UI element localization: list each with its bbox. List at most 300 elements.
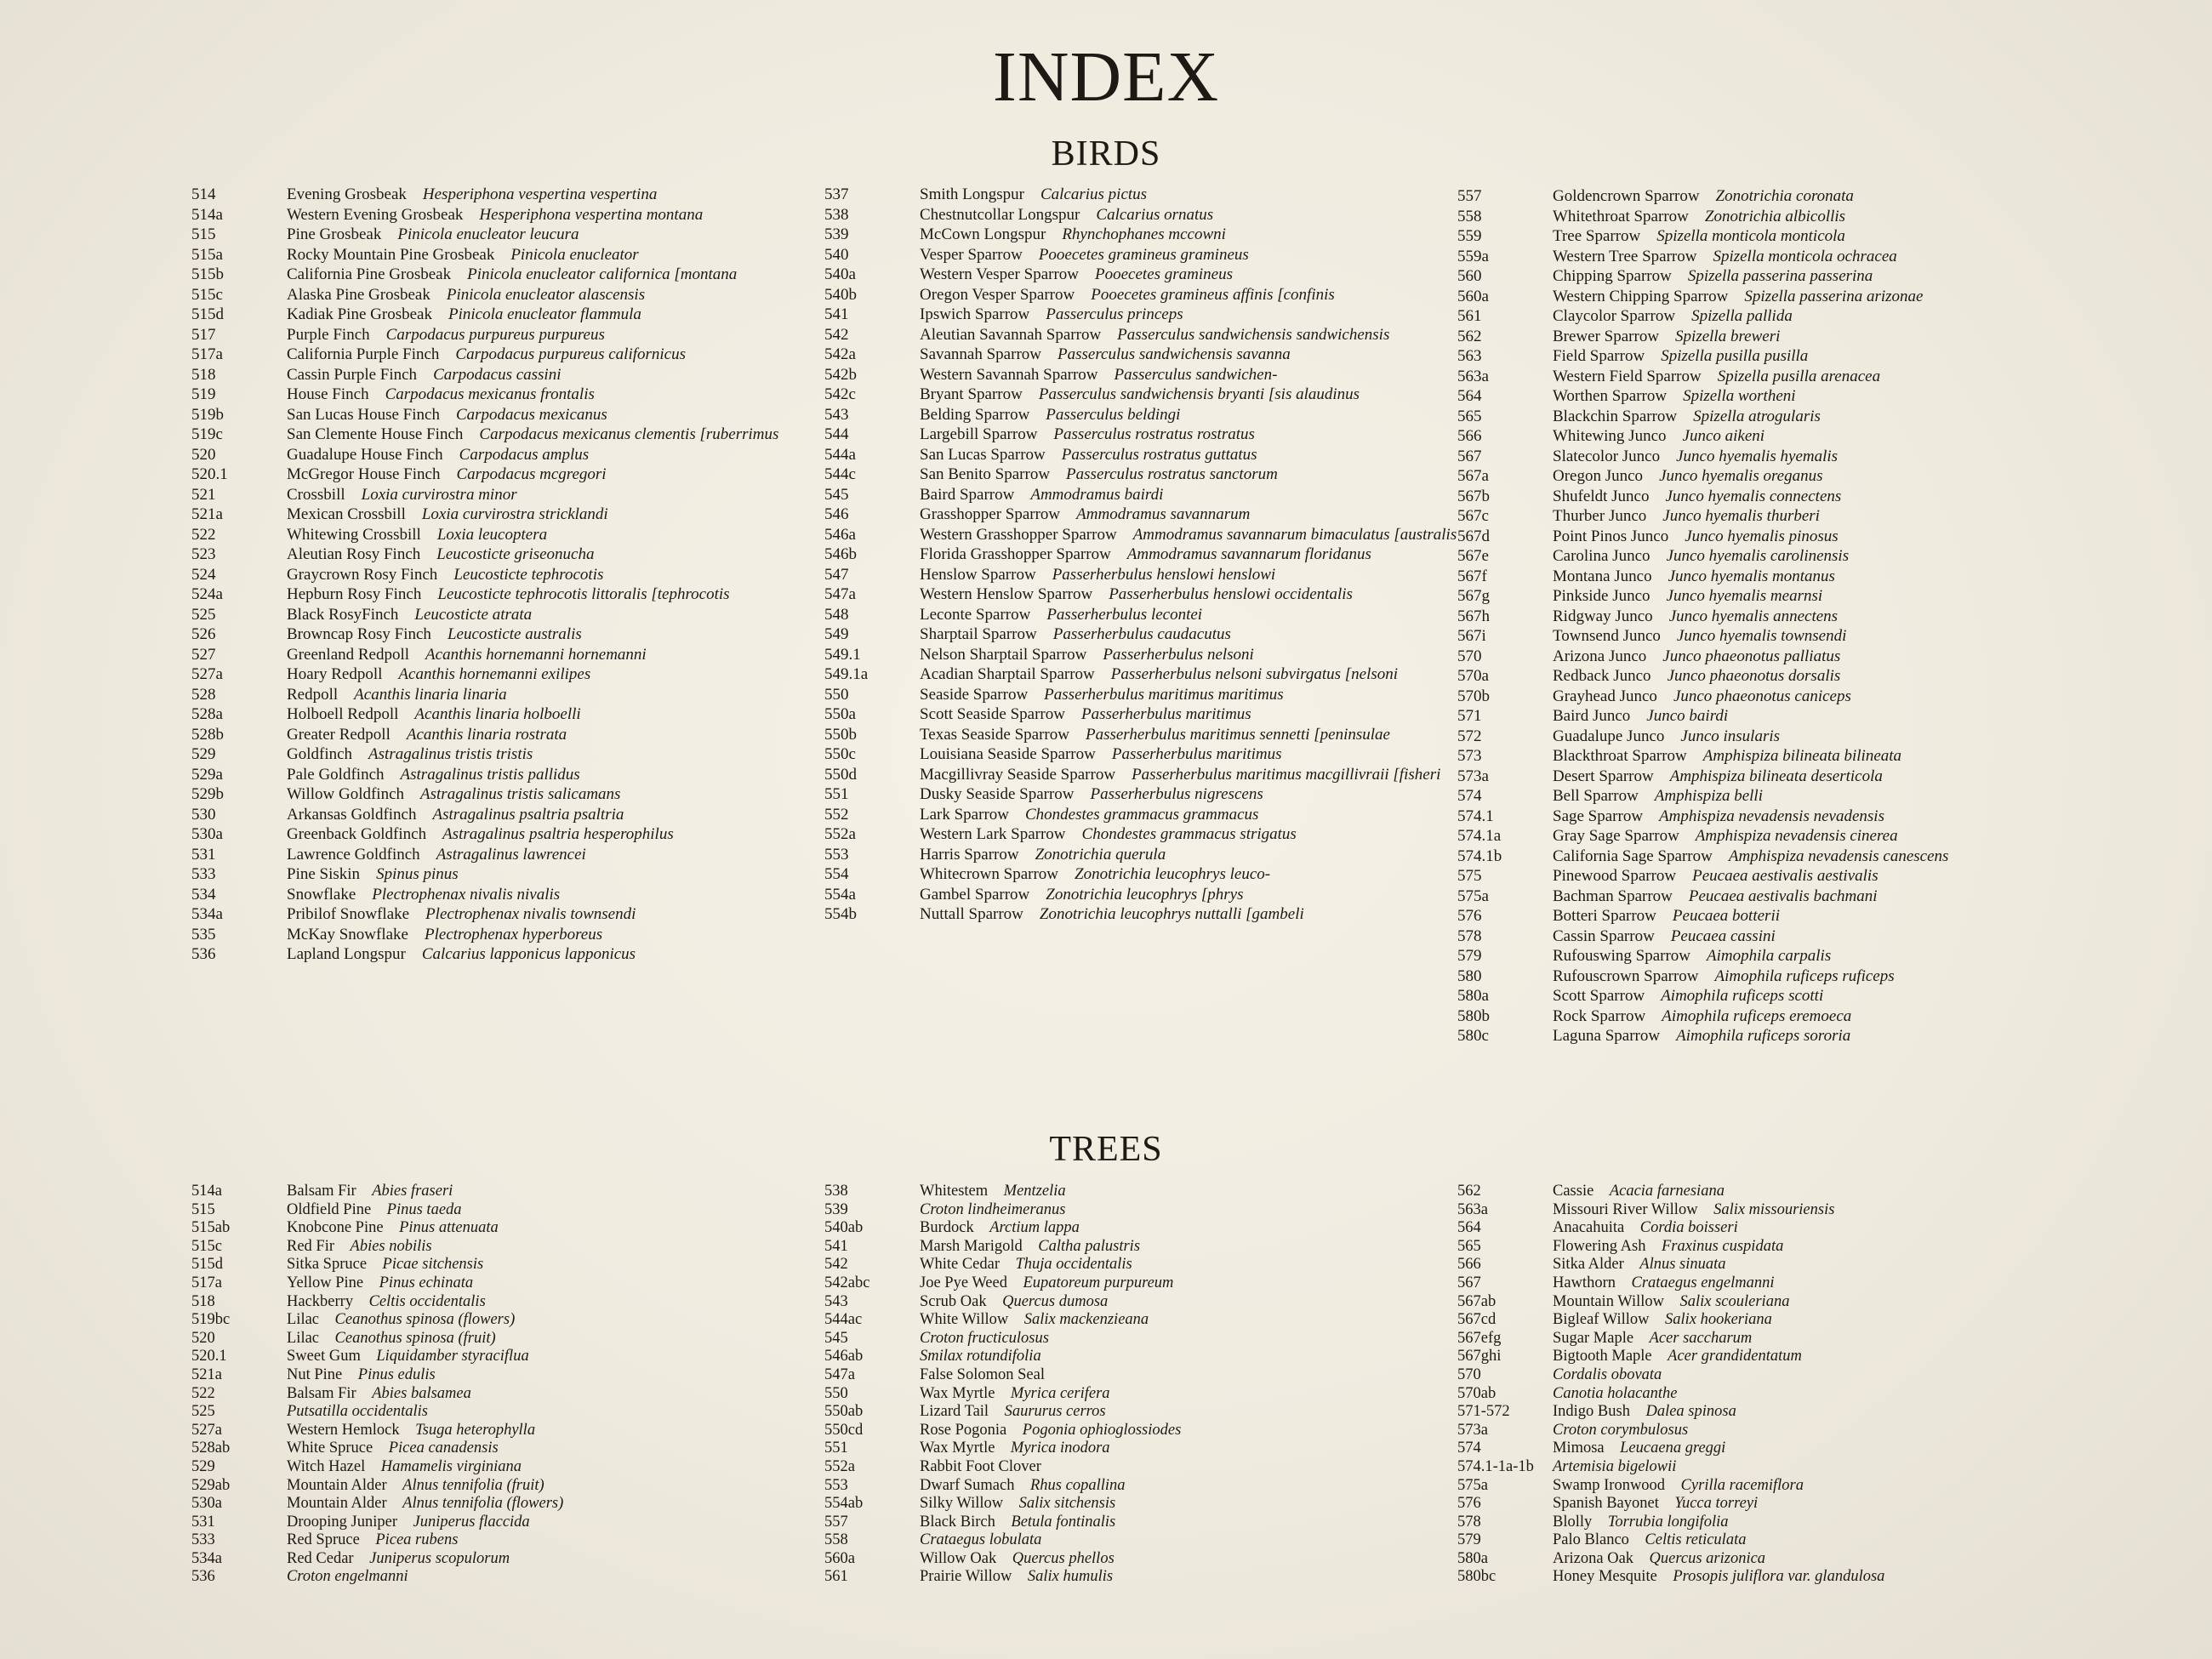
- scientific-name: Carpodacus mexicanus frontalis: [385, 385, 595, 403]
- entry-number: 563: [1457, 347, 1482, 365]
- scientific-name: Loxia curvirostra stricklandi: [421, 505, 608, 523]
- entry-text: [920, 1348, 1471, 1366]
- scientific-name: Tsuga heterophylla: [415, 1421, 536, 1439]
- entry-text: [920, 1293, 1471, 1312]
- bird-index-entry: [191, 625, 838, 644]
- common-name: Western Chipping Sparrow: [1553, 287, 1729, 305]
- tree-index-entry: [1457, 1385, 2104, 1404]
- scientific-name: Salix missouriensis: [1713, 1200, 1835, 1218]
- entry-text: [920, 446, 1471, 465]
- entry-number: 522: [191, 1384, 215, 1402]
- entry-number: 546a: [824, 525, 856, 544]
- common-name: Black Birch: [920, 1513, 995, 1531]
- bird-index-entry: [824, 286, 1471, 305]
- common-name: Cassin Purple Finch: [287, 365, 418, 384]
- scientific-name: Passerherbulus maritimus sennetti [peninsulae: [1085, 725, 1390, 744]
- entry-text: [1553, 1293, 2104, 1312]
- bird-index-entry: [1457, 587, 2104, 606]
- entry-text: [920, 1330, 1471, 1348]
- entry-number: 567ab: [1457, 1292, 1497, 1310]
- common-name: Western Tree Sparrow: [1553, 247, 1697, 265]
- entry-number: 561: [1457, 307, 1482, 325]
- entry-number: 520: [191, 445, 216, 464]
- common-name: Slatecolor Junco: [1553, 447, 1661, 465]
- common-name: Louisiana Seaside Sparrow: [920, 745, 1096, 763]
- entry-number: 576: [1457, 907, 1482, 925]
- tree-index-entry: [1457, 1568, 2104, 1587]
- common-name: Oregon Vesper Sparrow: [920, 285, 1075, 304]
- common-name: Worthen Sparrow: [1553, 387, 1668, 405]
- scientific-name: Junco hyemalis hyemalis: [1676, 447, 1839, 465]
- entry-number: 561: [824, 1568, 848, 1586]
- common-name: Smith Longspur: [920, 185, 1024, 203]
- entry-text: [920, 425, 1471, 444]
- common-name: Purple Finch: [287, 325, 370, 344]
- bird-index-entry: [191, 446, 838, 465]
- entry-number: 567b: [1457, 487, 1490, 505]
- trees-column-2: [824, 1183, 1471, 1587]
- scientific-name: Juniperus scopulorum: [369, 1549, 510, 1567]
- scientific-name: Astragalinus tristis tristis: [368, 745, 533, 763]
- scientific-name: Acanthis linaria linaria: [354, 685, 507, 704]
- bird-index-entry: [191, 825, 838, 844]
- scientific-name: Amphispiza belli: [1654, 787, 1763, 805]
- entry-number: 515d: [191, 1256, 223, 1274]
- entry-text: [287, 846, 838, 864]
- birds-column-3: [1457, 187, 2104, 1047]
- tree-index-entry: [191, 1550, 838, 1569]
- entry-text: [1553, 387, 2104, 406]
- entry-text: [1553, 727, 2104, 746]
- common-name: Rabbit Foot Clover: [920, 1457, 1041, 1475]
- entry-number: 515d: [191, 305, 224, 323]
- entry-number: 574.1b: [1457, 847, 1502, 865]
- entry-text: [1553, 1348, 2104, 1366]
- common-name: Sage Sparrow: [1553, 807, 1644, 825]
- tree-index-entry: [1457, 1183, 2104, 1201]
- entry-text: [287, 465, 838, 484]
- entry-number: 559: [1457, 227, 1482, 245]
- common-name: Rose Pogonia: [920, 1421, 1007, 1439]
- entry-number: 551: [824, 1440, 848, 1457]
- entry-text: [287, 1256, 838, 1274]
- entry-number: 549.1: [824, 645, 861, 664]
- scientific-name: Betula fontinalis: [1011, 1513, 1116, 1531]
- entry-text: [920, 1403, 1471, 1422]
- entry-number: 552: [824, 805, 849, 824]
- tree-index-entry: [1457, 1366, 2104, 1385]
- common-name: Baird Sparrow: [920, 485, 1015, 504]
- tree-index-entry: [1457, 1274, 2104, 1293]
- entry-text: [1553, 507, 2104, 526]
- scientific-name: Astragalinus lawrencei: [436, 845, 586, 864]
- entry-number: 575a: [1457, 1476, 1488, 1494]
- entry-number: 527a: [191, 665, 223, 683]
- scientific-name: Saururus cerros: [1004, 1403, 1106, 1421]
- entry-number: 542: [824, 325, 849, 344]
- scientific-name: Alnus tennifolia (flowers): [402, 1495, 564, 1513]
- entry-number: 523: [191, 545, 216, 563]
- tree-index-entry: [1457, 1458, 2104, 1477]
- entry-text: [287, 265, 838, 284]
- entry-number: 550: [824, 685, 849, 704]
- scientific-name: Ammodramus savannarum floridanus: [1126, 545, 1371, 563]
- entry-number: 558: [1457, 207, 1482, 225]
- entry-text: [1553, 947, 2104, 966]
- scientific-name: Junco hyemalis thurberi: [1662, 507, 1820, 525]
- common-name: Gray Sage Sparrow: [1553, 827, 1679, 845]
- entry-text: [1553, 1274, 2104, 1293]
- entry-text: [287, 425, 838, 444]
- common-name: Goldencrown Sparrow: [1553, 187, 1700, 205]
- scientific-name: Putsatilla occidentalis: [287, 1403, 428, 1421]
- common-name: Greenback Goldfinch: [287, 825, 427, 843]
- entry-text: [920, 606, 1471, 624]
- scientific-name: Passerculus princeps: [1046, 305, 1183, 323]
- scientific-name: Spizella breweri: [1675, 327, 1781, 345]
- common-name: Largebill Sparrow: [920, 425, 1038, 443]
- common-name: Sugar Maple: [1553, 1329, 1634, 1347]
- common-name: Shufeldt Junco: [1553, 487, 1650, 505]
- common-name: Scott Sparrow: [1553, 987, 1645, 1005]
- common-name: Sharptail Sparrow: [920, 625, 1037, 643]
- scientific-name: Chondestes grammacus strigatus: [1081, 825, 1297, 843]
- bird-index-entry: [1457, 947, 2104, 966]
- scientific-name: Zonotrichia leucophrys leuco-: [1075, 865, 1271, 883]
- bird-index-entry: [824, 385, 1471, 404]
- scientific-name: Leucosticte australis: [447, 625, 582, 643]
- bird-index-entry: [191, 526, 838, 544]
- scientific-name: Passerculus rostratus rostratus: [1053, 425, 1255, 443]
- entry-text: [920, 726, 1471, 744]
- bird-index-entry: [191, 185, 838, 204]
- scientific-name: Passerculus rostratus guttatus: [1061, 445, 1257, 464]
- entry-text: [287, 686, 838, 704]
- common-name: Baird Junco: [1553, 707, 1631, 725]
- common-name: Pinewood Sparrow: [1553, 867, 1677, 885]
- bird-index-entry: [824, 326, 1471, 345]
- entry-number: 528b: [191, 725, 224, 744]
- bird-index-entry: [191, 705, 838, 724]
- common-name: Macgillivray Seaside Sparrow: [920, 765, 1116, 784]
- entry-number: 567f: [1457, 567, 1487, 585]
- entry-text: [1553, 187, 2104, 206]
- entry-number: 547a: [824, 585, 856, 603]
- entry-number: 550ab: [824, 1403, 864, 1421]
- entry-number: 530a: [191, 825, 223, 843]
- common-name: Oldfield Pine: [287, 1200, 372, 1218]
- scientific-name: Astragalinus tristis salicamans: [420, 785, 621, 803]
- tree-index-entry: [824, 1330, 1471, 1348]
- entry-text: [287, 726, 838, 744]
- scientific-name: Carpodacus mexicanus: [455, 405, 607, 424]
- entry-text: [1553, 1201, 2104, 1220]
- common-name: Palo Blanco: [1553, 1531, 1629, 1549]
- entry-number: 550a: [824, 705, 856, 723]
- entry-number: 564: [1457, 1219, 1481, 1237]
- scientific-name: Carpodacus mcgregori: [456, 465, 607, 483]
- entry-number: 538: [824, 205, 849, 224]
- scientific-name: Aimophila ruficeps eremoeca: [1662, 1006, 1852, 1025]
- common-name: Drooping Juniper: [287, 1513, 397, 1531]
- bird-index-entry: [191, 286, 838, 305]
- scientific-name: Picea rubens: [375, 1531, 459, 1549]
- common-name: Witch Hazel: [287, 1457, 366, 1475]
- scientific-name: Spizella monticola monticola: [1656, 227, 1845, 245]
- entry-text: [1553, 627, 2104, 646]
- common-name: Sitka Alder: [1553, 1256, 1624, 1274]
- entry-text: [920, 886, 1471, 904]
- scientific-name: Pinus taeda: [386, 1200, 462, 1218]
- scientific-name: Quercus phellos: [1012, 1549, 1115, 1567]
- entry-number: 573: [1457, 747, 1482, 765]
- common-name: Western Evening Grosbeak: [287, 205, 464, 224]
- tree-index-entry: [191, 1274, 838, 1293]
- entry-number: 580c: [1457, 1027, 1489, 1045]
- entry-number: 528: [191, 685, 216, 704]
- common-name: Lark Sparrow: [920, 805, 1009, 824]
- entry-number: 515a: [191, 245, 223, 264]
- entry-number: 554ab: [824, 1495, 864, 1513]
- entry-number: 574.1a: [1457, 827, 1502, 845]
- entry-text: [1553, 667, 2104, 686]
- common-name: Pine Siskin: [287, 865, 361, 883]
- scientific-name: Torrubia longifolia: [1607, 1513, 1729, 1531]
- entry-text: [920, 1477, 1471, 1496]
- entry-number: 557: [1457, 187, 1482, 205]
- bird-index-entry: [191, 225, 838, 244]
- bird-index-entry: [1457, 448, 2104, 466]
- entry-number: 519b: [191, 405, 224, 424]
- common-name: Indigo Bush: [1553, 1403, 1630, 1421]
- entry-text: [1553, 1238, 2104, 1257]
- trees-section-title: TREES: [1049, 1130, 1163, 1169]
- common-name: Harris Sparrow: [920, 845, 1019, 864]
- entry-text: [287, 1238, 838, 1257]
- common-name: Western Henslow Sparrow: [920, 585, 1093, 603]
- scientific-name: Pinicola enucleator leucura: [397, 225, 579, 243]
- entry-number: 580bc: [1457, 1568, 1497, 1586]
- common-name: Carolina Junco: [1553, 547, 1650, 565]
- common-name: Mexican Crossbill: [287, 505, 406, 523]
- entry-text: [920, 745, 1471, 764]
- entry-number: 529b: [191, 785, 224, 803]
- scientific-name: Amphispiza bilineata deserticola: [1669, 767, 1883, 785]
- entry-text: [287, 745, 838, 764]
- entry-number: 542: [824, 1256, 848, 1274]
- scientific-name: Prosopis juliflora var. glandulosa: [1673, 1568, 1885, 1586]
- common-name: Mountain Alder: [287, 1476, 387, 1494]
- bird-index-entry: [1457, 567, 2104, 586]
- tree-index-entry: [1457, 1514, 2104, 1532]
- entry-number: 570: [1457, 647, 1482, 665]
- entry-text: [287, 1550, 838, 1569]
- scientific-name: Calcarius lapponicus lapponicus: [421, 945, 636, 963]
- entry-number: 563a: [1457, 1200, 1488, 1218]
- entry-text: [287, 345, 838, 364]
- entry-text: [287, 185, 838, 204]
- bird-index-entry: [824, 625, 1471, 644]
- common-name: Lapland Longspur: [287, 945, 406, 963]
- scientific-name: Acer saccharum: [1649, 1329, 1753, 1347]
- common-name: Hawthorn: [1553, 1274, 1616, 1291]
- entry-text: [920, 1238, 1471, 1257]
- entry-number: 538: [824, 1183, 848, 1200]
- tree-index-entry: [824, 1440, 1471, 1458]
- scientific-name: Abies nobilis: [350, 1237, 432, 1255]
- common-name: Chipping Sparrow: [1553, 267, 1672, 285]
- scientific-name: Aimophila ruficeps sororia: [1676, 1027, 1851, 1045]
- entry-number: 520.1: [191, 465, 228, 483]
- bird-index-entry: [824, 825, 1471, 844]
- tree-index-entry: [824, 1348, 1471, 1366]
- entry-number: 515ab: [191, 1219, 231, 1237]
- common-name: Greenland Redpoll: [287, 645, 410, 664]
- common-name: Henslow Sparrow: [920, 565, 1036, 584]
- entry-text: [287, 625, 838, 644]
- entry-text: [287, 206, 838, 225]
- scientific-name: Thuja occidentalis: [1015, 1256, 1132, 1274]
- scientific-name: Leucaena greggi: [1620, 1440, 1726, 1457]
- entry-number: 575a: [1457, 887, 1489, 905]
- entry-number: 540b: [824, 285, 857, 304]
- common-name: Blolly: [1553, 1513, 1593, 1531]
- tree-index-entry: [1457, 1422, 2104, 1440]
- bird-index-entry: [824, 225, 1471, 244]
- entry-text: [1553, 427, 2104, 446]
- scientific-name: Mentzelia: [1003, 1183, 1066, 1200]
- entry-text: [1553, 547, 2104, 566]
- scientific-name: Amphispiza nevadensis cinerea: [1695, 827, 1898, 845]
- entry-text: [1553, 248, 2104, 266]
- common-name: Hackberry: [287, 1292, 354, 1310]
- tree-index-entry: [191, 1348, 838, 1366]
- entry-number: 574.1: [1457, 807, 1494, 825]
- bird-index-entry: [824, 366, 1471, 385]
- entry-text: [1553, 567, 2104, 586]
- scientific-name: Spinus pinus: [376, 865, 459, 883]
- entry-text: [1553, 1458, 2104, 1477]
- entry-number: 580a: [1457, 1549, 1488, 1567]
- common-name: Willow Oak: [920, 1549, 997, 1567]
- entry-number: 570ab: [1457, 1384, 1497, 1402]
- entry-number: 564: [1457, 387, 1482, 405]
- common-name: Kadiak Pine Grosbeak: [287, 305, 432, 323]
- entry-text: [287, 246, 838, 265]
- common-name: Field Sparrow: [1553, 347, 1645, 365]
- common-name: Scott Seaside Sparrow: [920, 705, 1065, 723]
- common-name: Grayhead Junco: [1553, 687, 1657, 705]
- scientific-name: Zonotrichia coronata: [1715, 187, 1854, 205]
- scientific-name: Amphispiza nevadensis nevadensis: [1659, 807, 1884, 825]
- bird-index-entry: [824, 465, 1471, 484]
- entry-text: [1553, 1531, 2104, 1550]
- entry-number: 563a: [1457, 367, 1489, 385]
- entry-text: [920, 806, 1471, 824]
- entry-number: 543: [824, 1292, 848, 1310]
- entry-number: 560: [1457, 267, 1482, 285]
- scientific-name: Artemisia bigelowii: [1553, 1457, 1677, 1475]
- bird-index-entry: [1457, 427, 2104, 446]
- tree-index-entry: [1457, 1311, 2104, 1330]
- entry-text: [1553, 887, 2104, 906]
- bird-index-entry: [191, 886, 838, 904]
- entry-number: 524: [191, 565, 216, 584]
- entry-number: 560a: [1457, 287, 1489, 305]
- tree-index-entry: [191, 1495, 838, 1514]
- common-name: Rock Sparrow: [1553, 1006, 1646, 1025]
- bird-index-entry: [191, 265, 838, 284]
- bird-index-entry: [824, 505, 1471, 524]
- entry-text: [920, 505, 1471, 524]
- entry-text: [920, 1201, 1471, 1220]
- entry-text: [287, 545, 838, 564]
- scientific-name: Leucosticte atrata: [414, 605, 533, 624]
- entry-number: 559a: [1457, 247, 1489, 265]
- common-name: Greater Redpoll: [287, 725, 391, 744]
- entry-text: [287, 1403, 838, 1422]
- entry-text: [287, 305, 838, 324]
- scientific-name: Aimophila ruficeps ruficeps: [1714, 966, 1895, 985]
- entry-text: [287, 785, 838, 804]
- entry-text: [287, 945, 838, 964]
- tree-index-entry: [1457, 1440, 2104, 1458]
- entry-text: [920, 465, 1471, 484]
- entry-text: [1553, 448, 2104, 466]
- common-name: Sweet Gum: [287, 1348, 361, 1365]
- bird-index-entry: [191, 665, 838, 684]
- entry-text: [287, 1311, 838, 1330]
- common-name: Lizard Tail: [920, 1403, 989, 1421]
- scientific-name: Celtis occidentalis: [368, 1292, 486, 1310]
- scientific-name: Ammodramus bairdi: [1030, 485, 1164, 504]
- scientific-name: Pinus echinata: [379, 1274, 474, 1291]
- entry-number: 567h: [1457, 607, 1490, 625]
- scientific-name: Passerherbulus nigrescens: [1090, 785, 1263, 803]
- entry-text: [1553, 1183, 2104, 1201]
- tree-index-entry: [824, 1238, 1471, 1257]
- scientific-name: Amphispiza bilineata bilineata: [1702, 747, 1902, 765]
- tree-index-entry: [191, 1458, 838, 1477]
- tree-index-entry: [191, 1568, 838, 1587]
- entry-text: [920, 566, 1471, 584]
- entry-number: 518: [191, 1292, 215, 1310]
- entry-number: 526: [191, 625, 216, 643]
- tree-index-entry: [191, 1293, 838, 1312]
- entry-text: [1553, 487, 2104, 506]
- scientific-name: Abies fraseri: [372, 1183, 453, 1200]
- scientific-name: Abies balsamea: [372, 1384, 471, 1402]
- entry-number: 515: [191, 225, 216, 243]
- bird-index-entry: [1457, 387, 2104, 406]
- common-name: Ipswich Sparrow: [920, 305, 1030, 323]
- bird-index-entry: [824, 606, 1471, 624]
- scientific-name: Acer grandidentatum: [1668, 1348, 1802, 1365]
- entry-number: 567c: [1457, 507, 1489, 525]
- entry-number: 515c: [191, 1237, 222, 1255]
- entry-text: [920, 1219, 1471, 1238]
- tree-index-entry: [824, 1219, 1471, 1238]
- tree-index-entry: [191, 1238, 838, 1257]
- scientific-name: Passerherbulus lecontei: [1046, 605, 1203, 624]
- bird-index-entry: [191, 425, 838, 444]
- entry-number: 562: [1457, 1183, 1481, 1200]
- entry-number: 575: [1457, 867, 1482, 885]
- common-name: Blackthroat Sparrow: [1553, 747, 1687, 765]
- bird-index-entry: [824, 446, 1471, 465]
- entry-number: 554b: [824, 905, 857, 923]
- entry-number: 567ghi: [1457, 1348, 1502, 1365]
